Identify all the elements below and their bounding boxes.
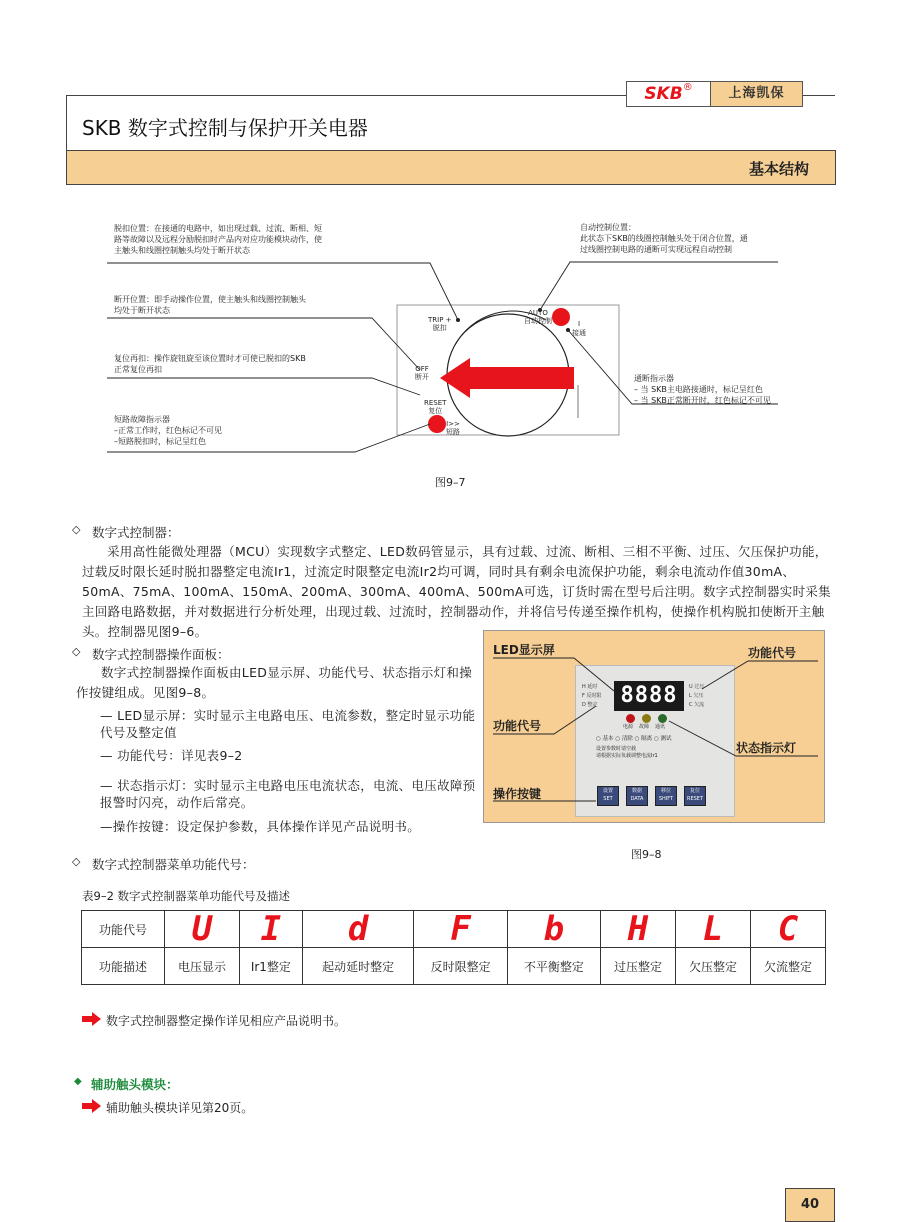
callout-func-right: 功能代号 <box>748 646 797 660</box>
code-glyph: d <box>347 909 369 949</box>
annotation-off <box>114 294 306 316</box>
figure-caption-9-7: 图9–7 <box>435 476 466 489</box>
diamond-icon: ◇ <box>72 523 81 536</box>
code-cell <box>302 911 414 948</box>
annotation-line: –正常工作时，红色标记不可见 <box>114 426 222 435</box>
code-glyph: I <box>260 909 282 949</box>
diamond-filled-icon: ◆ <box>74 1076 82 1087</box>
dial-label-cn: 断开 <box>415 373 429 381</box>
brand-company-text: 上海凯保 <box>728 86 785 101</box>
page-title: SKB 数字式控制与保护开关电器 <box>82 116 368 140</box>
controller-paragraph: 采用高性能微处理器（MCU）实现数字式整定、LED数码管显示，具有过载、过流、断相、三相不平衡、过压、欠压保护功能，过载反时限长延时脱扣器整定电流Ir1，过流定时限整定电流Ir2均可调，同时具有剩余电流保护功能，剩余电流动作值30mA、50mA、75mA、100mA、150mA、200mA、300mA、400mA、500mA可选，订货时需在型号后注明。数字式控制器实时采集主回路电路数据，并对数据进行分析处理，出现过载、过流时，控制器动作，并将信号传递至操作机构，使操作机构脱扣使断开主触头。控制器见图9–6。 <box>82 544 831 639</box>
annotation-line: – 当 SKB正常断开时，红色标记不可见 <box>634 396 771 405</box>
code-cell <box>601 911 676 948</box>
annotation-reset <box>114 353 306 375</box>
mode-item: ○ 隔离 <box>634 736 653 742</box>
annotation-line: 断开位置：即手动操作位置，使主触头和线圈控制触头 <box>114 295 306 304</box>
annotation-on <box>634 373 771 406</box>
annotation-auto <box>580 222 748 255</box>
lamp-label: 电源 <box>623 724 634 730</box>
key-label-cn: 移位 <box>660 788 671 794</box>
key-label-en: SHIFT <box>658 796 674 802</box>
legend-item: F 反时限 <box>582 693 602 699</box>
legend-item: C 欠流 <box>689 702 705 708</box>
key-label-en: SET <box>603 796 613 802</box>
short-red-dot <box>428 415 446 433</box>
callout-led: LED显示屏 <box>493 643 555 657</box>
panel-item-status: — 状态指示灯：实时显示主电路电压电流状态，电流、电压故障预报警时闪亮，动作后常亮。 <box>100 778 476 810</box>
callout-lines <box>484 631 826 824</box>
code-glyph: H <box>627 909 649 949</box>
dial-label-en: I <box>577 320 581 328</box>
section-title: 基本结构 <box>748 160 809 178</box>
panel-paragraph: 数字式控制器操作面板由LED显示屏、功能代号、状态指示灯和操作按键组成。见图9–8。 <box>76 665 472 700</box>
lamp-label: 故障 <box>639 724 650 730</box>
code-cell <box>507 911 600 948</box>
lamp-label: 通讯 <box>655 724 666 730</box>
dial-label-en: OFF <box>415 365 429 373</box>
desc-cell: 起动延时整定 <box>302 948 414 985</box>
mode-item: ○ 清除 <box>615 736 633 742</box>
annotation-line: 过线圈控制电路的通断可实现远程自动控制 <box>580 245 732 254</box>
desc-cell: 欠流整定 <box>750 948 825 985</box>
annotation-line: 短路故障指示器 <box>114 415 170 424</box>
code-cell <box>239 911 302 948</box>
annotation-line: 正常复位再扣 <box>114 365 162 374</box>
page-number: 40 <box>800 1197 820 1212</box>
callout-func-left: 功能代号 <box>493 719 542 733</box>
panel-heading: 数字式控制器操作面板： <box>92 647 230 662</box>
desc-cell: 反时限整定 <box>414 948 507 985</box>
callout-status: 状态指示灯 <box>736 741 797 755</box>
red-arrow-icon <box>82 1099 102 1113</box>
dial-off-label <box>415 365 429 381</box>
panel-item-keys: —操作按键：设定保护参数，具体操作详见产品说明书。 <box>100 819 421 834</box>
dial-label-cn: 复位 <box>428 407 443 415</box>
annotation-short <box>114 414 222 447</box>
desc-cell: 电压显示 <box>165 948 240 985</box>
note-line: 请根据实际负载调整电流Ir1 <box>596 753 658 759</box>
desc-cell: Ir1整定 <box>239 948 302 985</box>
page-number-box <box>785 1188 835 1222</box>
diamond-icon: ◇ <box>72 855 81 868</box>
settings-note: 数字式控制器整定操作详见相应产品说明书。 <box>106 1014 347 1028</box>
annotation-line: 复位再扣：操作旋钮旋至该位置时才可使已脱扣的SKB <box>114 354 306 363</box>
key-label-en: RESET <box>686 796 704 802</box>
code-glyph: F <box>450 909 471 949</box>
table-row <box>82 911 826 948</box>
controller-heading: 数字式控制器： <box>92 525 180 540</box>
callout-keys: 操作按键 <box>493 787 542 801</box>
annotation-line: 通断指示器 <box>634 374 674 383</box>
annotation-line: 自动控制位置： <box>580 223 636 232</box>
annotation-line: 主触头和线圈控制触头均处于断开状态 <box>114 246 250 255</box>
dial-label-cn: 自动控制 <box>524 317 552 325</box>
figure-9-8 <box>483 630 825 823</box>
dial-reset-label <box>424 399 446 415</box>
dial-label-en: RESET <box>424 399 447 407</box>
brand-logo-text: SKB <box>644 84 683 104</box>
row-label-codes: 功能代号 <box>82 911 165 948</box>
dial-label-cn: 接通 <box>572 329 586 337</box>
panel-item-func: — 功能代号：详见表9–2 <box>100 748 243 763</box>
code-cell <box>676 911 751 948</box>
annotation-line: – 当 SKB主电路接通时，标记呈红色 <box>634 385 763 394</box>
diamond-icon: ◇ <box>72 645 81 658</box>
legend-item: H 延时 <box>582 684 598 690</box>
table-caption: 表9–2 数字式控制器菜单功能代号及描述 <box>82 889 291 903</box>
code-cell <box>165 911 240 948</box>
auto-red-dot <box>552 308 570 326</box>
led-digits: 8888 <box>620 683 678 708</box>
legend-item: D 整定 <box>582 702 598 708</box>
dial-label-cn: 短路 <box>446 428 460 436</box>
table-row <box>82 948 826 985</box>
desc-cell: 不平衡整定 <box>507 948 600 985</box>
aux-text: 辅助触头模块详见第20页。 <box>106 1101 254 1115</box>
desc-cell: 过压整定 <box>601 948 676 985</box>
legend-item: U 过压 <box>689 684 705 690</box>
leader-reset <box>107 378 420 395</box>
code-glyph: C <box>777 909 799 949</box>
code-glyph: b <box>543 909 565 949</box>
dial-short-label <box>446 420 460 436</box>
key-label-cn: 复位 <box>689 788 700 794</box>
code-cell <box>414 911 507 948</box>
row-label-desc: 功能描述 <box>82 948 165 985</box>
figure-caption-9-8: 图9–8 <box>631 848 662 861</box>
aux-heading: 辅助触头模块： <box>91 1077 179 1092</box>
dial-label-en: AUTO <box>528 309 548 317</box>
menu-heading: 数字式控制器菜单功能代号： <box>92 857 255 872</box>
code-glyph: L <box>702 909 724 949</box>
legend-item: L 欠压 <box>689 693 704 699</box>
note-line: 设置参数时请空载 <box>596 746 637 752</box>
annotation-line: 均处于断开状态 <box>114 306 170 315</box>
mode-item: ○ 基本 <box>596 736 614 742</box>
function-code-table <box>81 910 826 985</box>
dial-label-en: TRIP + <box>428 316 452 324</box>
key-label-cn: 数据 <box>631 788 642 794</box>
dial-label-en: I>> <box>446 420 460 428</box>
annotation-line: 脱扣位置：在接通的电路中，如出现过载、过流、断相、短 <box>114 224 322 233</box>
dial-auto-label <box>524 309 552 325</box>
leader-auto <box>540 262 778 310</box>
mode-item: ○ 测试 <box>653 736 672 742</box>
annotation-line: –短路脱扣时，标记呈红色 <box>114 437 206 446</box>
annotation-line: 路等故障以及远程分励脱扣时产品内对应功能模块动作，使 <box>114 235 322 244</box>
dial-label-cn: 脱扣 <box>432 324 447 332</box>
key-label-cn: 设置 <box>602 788 613 794</box>
brand-logo-reg: ® <box>682 82 693 93</box>
desc-cell: 欠压整定 <box>676 948 751 985</box>
annotation-line: 此状态下SKB的线圈控制触头处于闭合位置，通 <box>580 234 748 243</box>
panel-item-led: — LED显示屏：实时显示主电路电压、电流参数，整定时显示功能代号及整定值 <box>100 708 476 740</box>
code-cell <box>750 911 825 948</box>
dial-on-label <box>572 320 586 338</box>
dial-trip-label <box>428 316 452 332</box>
code-glyph: U <box>191 909 213 949</box>
annotation-trip <box>114 223 322 256</box>
key-label-en: DATA <box>630 796 644 802</box>
red-arrow-icon <box>82 1012 102 1026</box>
